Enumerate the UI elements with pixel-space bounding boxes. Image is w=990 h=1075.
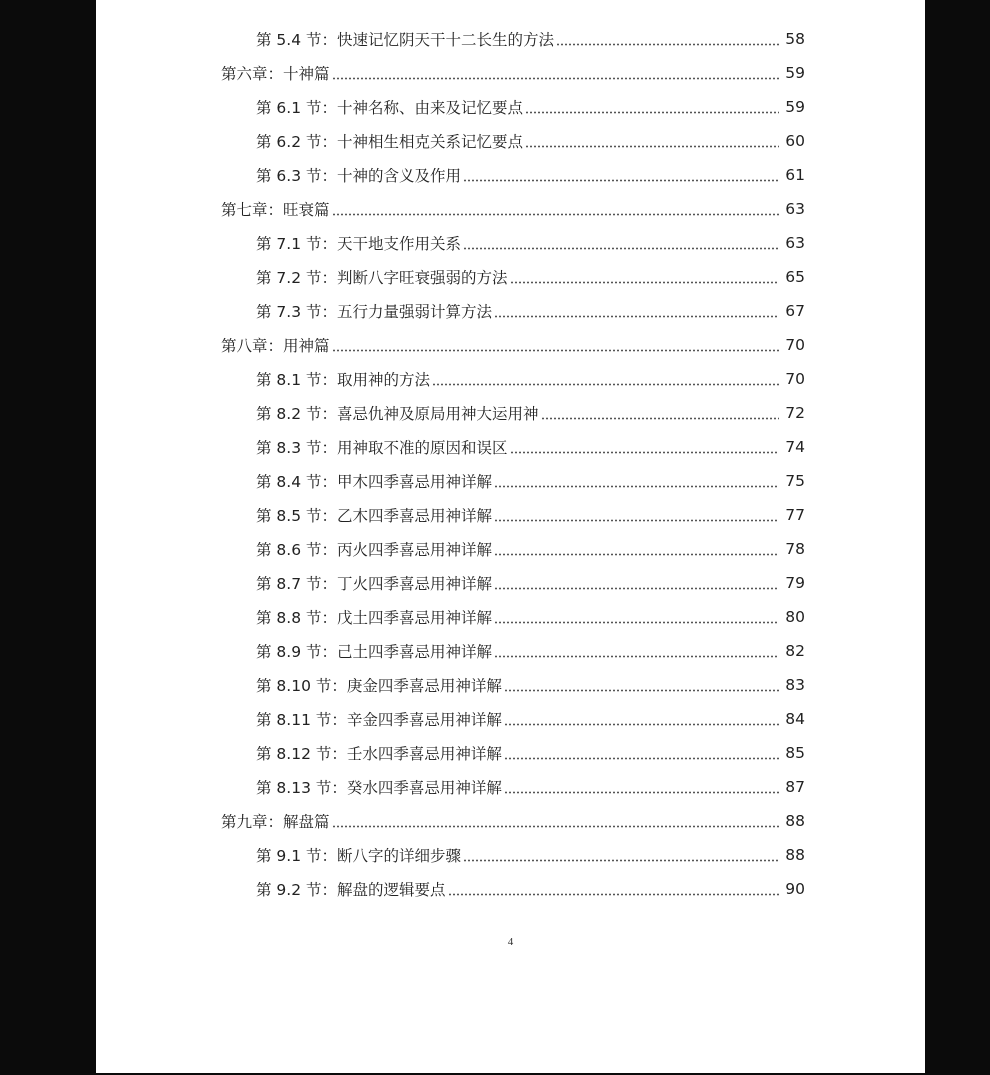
toc-entry-title: 第 5.4 节：快速记忆阴天干十二长生的方法 xyxy=(256,31,555,49)
toc-entry-title: 第 7.2 节：判断八字旺衰强弱的方法 xyxy=(256,269,508,287)
toc-section-entry[interactable] xyxy=(96,124,925,158)
toc-entry-title: 第 8.10 节：庚金四季喜忌用神详解 xyxy=(256,677,502,695)
toc-entry-page-number: 90 xyxy=(785,880,805,898)
toc-entry-title: 第 7.3 节：五行力量强弱计算方法 xyxy=(256,303,493,321)
toc-dot-leader xyxy=(504,678,779,692)
toc-entry-title: 第 8.7 节：丁火四季喜忌用神详解 xyxy=(256,575,493,593)
toc-entry-title: 第 8.6 节：丙火四季喜忌用神详解 xyxy=(256,541,493,559)
toc-entry-title: 第 8.3 节：用神取不准的原因和误区 xyxy=(256,439,508,457)
toc-section-entry[interactable] xyxy=(96,532,925,566)
toc-dot-leader xyxy=(504,780,779,794)
toc-section-entry[interactable] xyxy=(96,600,925,634)
toc-entry-page-number: 70 xyxy=(785,370,805,388)
toc-entry-title: 第 9.1 节：断八字的详细步骤 xyxy=(256,847,462,865)
toc-chapter-entry[interactable] xyxy=(96,56,925,90)
toc-section-entry[interactable] xyxy=(96,430,925,464)
toc-dot-leader xyxy=(494,474,779,488)
toc-section-entry[interactable] xyxy=(96,736,925,770)
toc-entry-title: 第 8.12 节：壬水四季喜忌用神详解 xyxy=(256,745,502,763)
toc-dot-leader xyxy=(494,304,779,318)
toc-section-entry[interactable] xyxy=(96,566,925,600)
toc-dot-leader xyxy=(332,338,779,352)
toc-dot-leader xyxy=(448,882,779,896)
toc-entry-title: 第 8.9 节：己土四季喜忌用神详解 xyxy=(256,643,493,661)
toc-entry-page-number: 82 xyxy=(785,642,805,660)
toc-entry-title: 第 7.1 节：天干地支作用关系 xyxy=(256,235,462,253)
toc-section-entry[interactable] xyxy=(96,396,925,430)
toc-dot-leader xyxy=(463,848,779,862)
table-of-contents xyxy=(96,22,925,906)
toc-dot-leader xyxy=(432,372,779,386)
toc-section-entry[interactable] xyxy=(96,872,925,906)
toc-chapter-entry[interactable] xyxy=(96,192,925,226)
toc-entry-title: 第八章：用神篇 xyxy=(221,337,330,355)
toc-entry-page-number: 67 xyxy=(785,302,805,320)
toc-entry-title: 第 6.3 节：十神的含义及作用 xyxy=(256,167,462,185)
toc-dot-leader xyxy=(510,270,779,284)
toc-dot-leader xyxy=(463,168,779,182)
toc-dot-leader xyxy=(504,746,779,760)
toc-section-entry[interactable] xyxy=(96,90,925,124)
toc-dot-leader xyxy=(525,134,779,148)
toc-section-entry[interactable] xyxy=(96,668,925,702)
toc-entry-title: 第 8.8 节：戊土四季喜忌用神详解 xyxy=(256,609,493,627)
toc-entry-title: 第七章：旺衰篇 xyxy=(221,201,330,219)
toc-section-entry[interactable] xyxy=(96,158,925,192)
toc-section-entry[interactable] xyxy=(96,702,925,736)
toc-entry-page-number: 61 xyxy=(785,166,805,184)
toc-dot-leader xyxy=(494,644,779,658)
toc-entry-title: 第 8.11 节：辛金四季喜忌用神详解 xyxy=(256,711,502,729)
toc-dot-leader xyxy=(332,202,779,216)
toc-dot-leader xyxy=(463,236,779,250)
toc-entry-title: 第 8.1 节：取用神的方法 xyxy=(256,371,431,389)
document-page xyxy=(96,0,925,1073)
toc-entry-page-number: 58 xyxy=(785,30,805,48)
toc-entry-page-number: 63 xyxy=(785,200,805,218)
toc-entry-title: 第 8.5 节：乙木四季喜忌用神详解 xyxy=(256,507,493,525)
toc-section-entry[interactable] xyxy=(96,294,925,328)
toc-chapter-entry[interactable] xyxy=(96,804,925,838)
toc-dot-leader xyxy=(556,32,779,46)
toc-entry-page-number: 74 xyxy=(785,438,805,456)
toc-dot-leader xyxy=(541,406,779,420)
toc-entry-title: 第 8.4 节：甲木四季喜忌用神详解 xyxy=(256,473,493,491)
page-number: 4 xyxy=(507,936,514,948)
toc-entry-page-number: 70 xyxy=(785,336,805,354)
toc-entry-page-number: 80 xyxy=(785,608,805,626)
toc-entry-page-number: 78 xyxy=(785,540,805,558)
toc-entry-title: 第 8.2 节：喜忌仇神及原局用神大运用神 xyxy=(256,405,539,423)
toc-section-entry[interactable] xyxy=(96,260,925,294)
toc-entry-page-number: 79 xyxy=(785,574,805,592)
toc-entry-page-number: 77 xyxy=(785,506,805,524)
toc-entry-title: 第 6.1 节：十神名称、由来及记忆要点 xyxy=(256,99,524,117)
toc-dot-leader xyxy=(332,66,779,80)
toc-entry-page-number: 65 xyxy=(785,268,805,286)
toc-dot-leader xyxy=(494,508,779,522)
toc-entry-title: 第 6.2 节：十神相生相克关系记忆要点 xyxy=(256,133,524,151)
toc-entry-title: 第六章：十神篇 xyxy=(221,65,330,83)
toc-section-entry[interactable] xyxy=(96,634,925,668)
toc-section-entry[interactable] xyxy=(96,498,925,532)
toc-dot-leader xyxy=(525,100,779,114)
toc-entry-title: 第九章：解盘篇 xyxy=(221,813,330,831)
toc-entry-title: 第 9.2 节：解盘的逻辑要点 xyxy=(256,881,446,899)
toc-entry-page-number: 59 xyxy=(785,64,805,82)
toc-section-entry[interactable] xyxy=(96,464,925,498)
toc-dot-leader xyxy=(332,814,779,828)
toc-dot-leader xyxy=(510,440,779,454)
toc-entry-page-number: 63 xyxy=(785,234,805,252)
toc-entry-page-number: 88 xyxy=(785,846,805,864)
toc-chapter-entry[interactable] xyxy=(96,328,925,362)
toc-section-entry[interactable] xyxy=(96,22,925,56)
toc-entry-page-number: 85 xyxy=(785,744,805,762)
toc-dot-leader xyxy=(504,712,779,726)
toc-entry-page-number: 59 xyxy=(785,98,805,116)
toc-entry-page-number: 87 xyxy=(785,778,805,796)
toc-section-entry[interactable] xyxy=(96,362,925,396)
toc-dot-leader xyxy=(494,576,779,590)
toc-entry-page-number: 60 xyxy=(785,132,805,150)
toc-entry-title: 第 8.13 节：癸水四季喜忌用神详解 xyxy=(256,779,502,797)
toc-entry-page-number: 84 xyxy=(785,710,805,728)
toc-dot-leader xyxy=(494,542,779,556)
toc-entry-page-number: 83 xyxy=(785,676,805,694)
toc-entry-page-number: 88 xyxy=(785,812,805,830)
toc-section-entry[interactable] xyxy=(96,838,925,872)
toc-section-entry[interactable] xyxy=(96,226,925,260)
toc-dot-leader xyxy=(494,610,779,624)
toc-entry-page-number: 72 xyxy=(785,404,805,422)
toc-entry-page-number: 75 xyxy=(785,472,805,490)
toc-section-entry[interactable] xyxy=(96,770,925,804)
